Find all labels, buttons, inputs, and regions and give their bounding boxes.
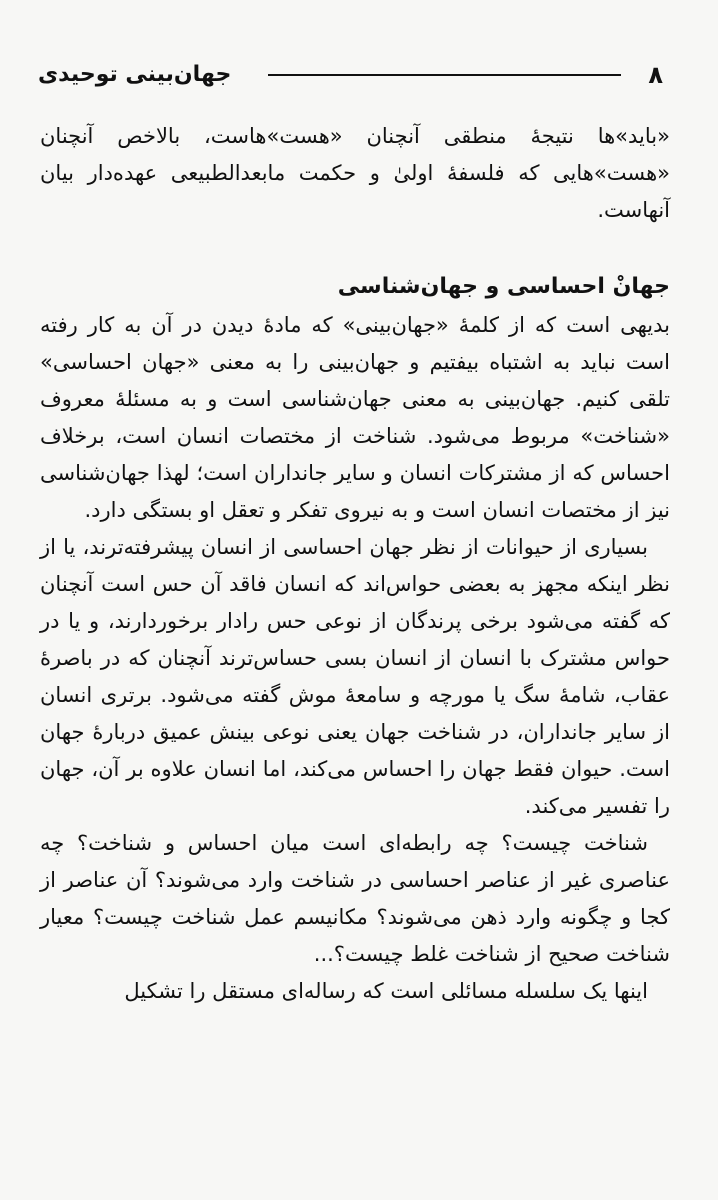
section-gap	[40, 229, 670, 267]
header-rule	[268, 74, 621, 76]
paragraph-3: شناخت چیست؟ چه رابطه‌ای است میان احساس و شناخت؟ چه عناصری غیر از عناصر احساسی در شناخت وارد می‌شوند؟ آن عناصر از کجا و چگونه وارد ذهن می‌شوند؟ مکانیسم عمل شناخت چیست؟ معیار شناخت صحیح از شناخت غلط چیست؟...	[40, 831, 670, 966]
section-heading: جهانْ احساسی و جهان‌شناسی	[337, 274, 670, 299]
page-header	[38, 60, 663, 96]
intro-paragraph: «باید»ها نتیجهٔ منطقی آنچنان «هست»هاست، بالاخص آنچنان «هست»هایی که فلسفهٔ اولیٰ و حکمت مابعدالطبیعی عهده‌دار بیان آنهاست.	[40, 124, 670, 222]
page-body	[40, 118, 670, 1010]
paragraph-1: بدیهی است که از کلمهٔ «جهان‌بینی» که مادهٔ دیدن در آن به کار رفته است نباید به اشتباه بیفتیم و جهان‌بینی را به معنی «جهان احساسی» تلقی کنیم. جهان‌بینی به معنی جهان‌شناسی است و به مسئلهٔ معروف «شناخت» مربوط می‌شود. شناخت از مختصات انسان است، برخلاف احساس که از مشترکات انسان و سایر جانداران است؛ لهذا جهان‌شناسی نیز از مختصات انسان است و به نیروی تفکر و تعقل او بستگی دارد.	[40, 313, 670, 522]
page-number: ۸	[648, 61, 663, 89]
paragraph-4: اینها یک سلسله مسائلی است که رساله‌ای مستقل را تشکیل	[124, 979, 648, 1003]
paragraph-2: بسیاری از حیوانات از نظر جهان احساسی از انسان پیشرفته‌ترند، یا از نظر اینکه مجهز به بعضی حواس‌اند که انسان فاقد آن حس است آنچنان که گفته می‌شود برخی پرندگان از نوعی حس رادار برخوردارند، و یا در حواس مشترک با انسان از انسان بسی حساس‌ترند آنچنان که در باصرهٔ عقاب، شامهٔ سگ یا مورچه و سامعهٔ موش گفته می‌شود. برتری انسان از سایر جانداران، در شناخت جهان یعنی نوعی بینش عمیق دربارهٔ جهان است. حیوان فقط جهان را احساس می‌کند، اما انسان علاوه بر آن، جهان را تفسیر می‌کند.	[40, 535, 670, 818]
running-title: جهان‌بینی توحیدی	[38, 62, 232, 87]
